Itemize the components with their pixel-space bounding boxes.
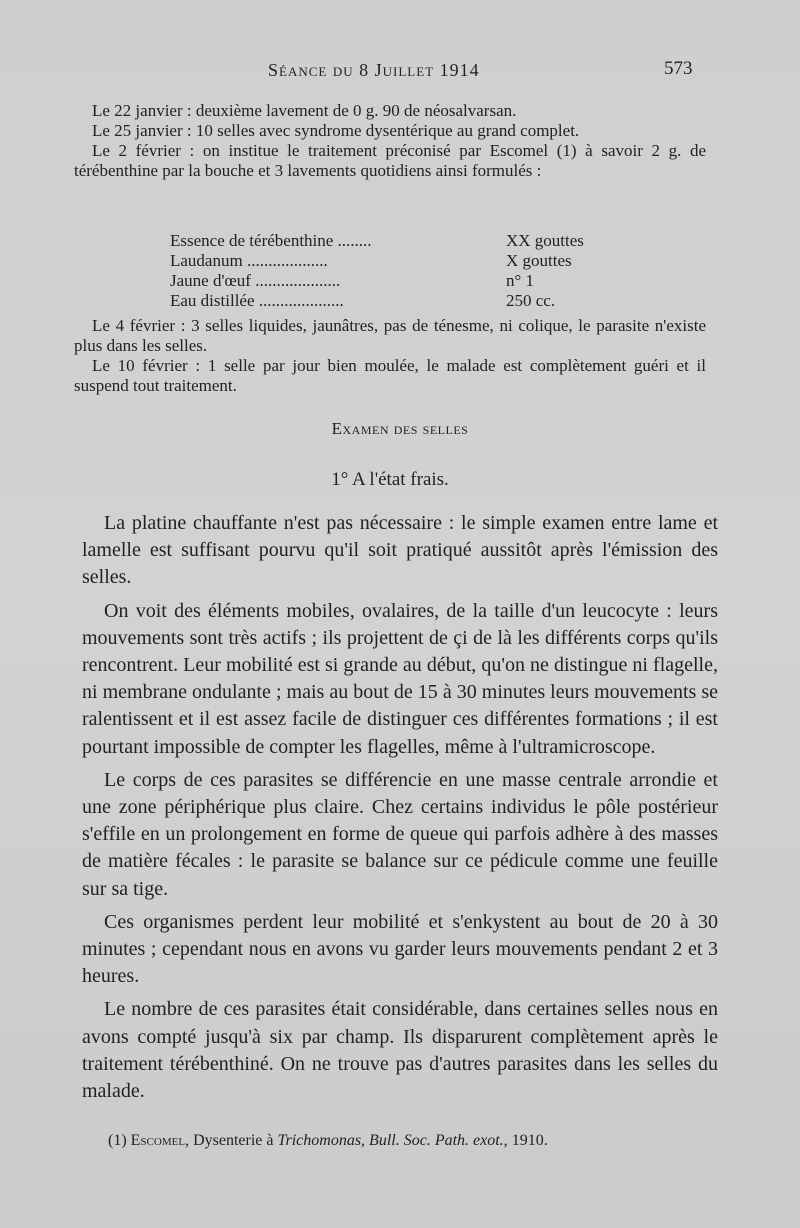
footnote-marker: (1) xyxy=(108,1132,127,1149)
paragraph-feb2: Le 2 février : on institue le traitement préconisé par Escomel (1) à savoir 2 g. de térébenthine par la bouche et 3 lavements quotidiens ainsi formulés : xyxy=(74,141,706,180)
paragraph-jan22: Le 22 janvier : deuxième lavement de 0 g. 90 de néosalvarsan. xyxy=(92,101,517,120)
section-title: Examen des selles xyxy=(331,419,469,438)
footnote-text: Dysenterie à xyxy=(193,1132,274,1149)
body-paragraph: La platine chauffante n'est pas nécessaire : le simple examen entre lame et lamelle est suffisant pourvu qu'il soit pratiqué aussitôt après l'émission des selles. xyxy=(82,512,718,589)
paragraph-feb4: Le 4 février : 3 selles liquides, jaunâtres, pas de ténesme, ni colique, le parasite n'existe plus dans les selles. xyxy=(74,316,706,355)
body-paragraph: Le nombre de ces parasites était considérable, dans certaines selles nous en avons compté jusqu'à six par champ. Ils disparurent complètement après le traitement térébenthiné. On ne trouve pas d'autres parasites dans les selles du malade. xyxy=(82,998,718,1103)
ingredient: Jaune d'œuf .................... xyxy=(170,271,341,290)
footnote-genus: Trichomonas, xyxy=(277,1132,366,1149)
paragraph-feb10: Le 10 février : 1 selle par jour bien moulée, le malade est complètement guéri et il suspend tout traitement. xyxy=(74,356,706,395)
page-header xyxy=(0,58,800,86)
body-paragraph: On voit des éléments mobiles, ovalaires, de la taille d'un leucocyte : leurs mouvements sont très actifs ; ils projettent de çi de là les différents corps qu'ils rencontrent. Leur mobilité est si grande au début, qu'on ne distingue ni flagelle, ni membrane ondulante ; mais au bout de 15 à 30 minutes leurs mouvements se ralentissent et il est assez facile de distinguer ces différentes formations ; il est pourtant impossible de compter les flagelles, même à l'ultramicroscope. xyxy=(82,599,718,758)
amount: XX gouttes xyxy=(506,231,584,250)
body-paragraph: Ces organismes perdent leur mobilité et s'enkystent au bout de 20 à 30 minutes ; cependant nous en avons vu garder leurs mouvements pendant 2 et 3 heures. xyxy=(82,910,718,988)
footnote-journal: Bull. Soc. Path. exot., xyxy=(369,1132,508,1149)
formula-row xyxy=(170,231,620,251)
prescription-formula xyxy=(170,231,620,311)
body-paragraph: Le corps de ces parasites se différencie en une masse centrale arrondie et une zone périphérique plus claire. Chez certains individus le pôle postérieur s'effile en un prolongement en forme de queue qui parfois adhère à des masses de matière fécales : le parasite se balance sur ce pédicule comme une feuille sur sa tige. xyxy=(82,768,718,900)
formula-row xyxy=(170,251,620,271)
amount: 250 cc. xyxy=(506,291,556,310)
ingredient: Laudanum ................... xyxy=(170,251,328,270)
formula-row xyxy=(170,291,620,311)
amount: X gouttes xyxy=(506,251,572,270)
footnote xyxy=(108,1132,708,1150)
formula-row xyxy=(170,271,620,291)
amount: n° 1 xyxy=(506,271,535,290)
running-title: Séance du 8 Juillet 1914 xyxy=(268,60,480,80)
case-report-bottom xyxy=(74,316,706,396)
case-report-top xyxy=(74,101,706,181)
ingredient: Essence de térébenthine ........ xyxy=(170,231,372,250)
footnote-author: Escomel, xyxy=(130,1132,190,1149)
main-body xyxy=(82,510,718,1111)
page-number: 573 xyxy=(664,58,693,79)
ingredient: Eau distillée .................... xyxy=(170,291,344,310)
subsection-title: 1° A l'état frais. xyxy=(331,469,449,490)
footnote-year: 1910. xyxy=(511,1132,548,1149)
paragraph-jan25: Le 25 janvier : 10 selles avec syndrome dysentérique au grand complet. xyxy=(92,121,580,140)
